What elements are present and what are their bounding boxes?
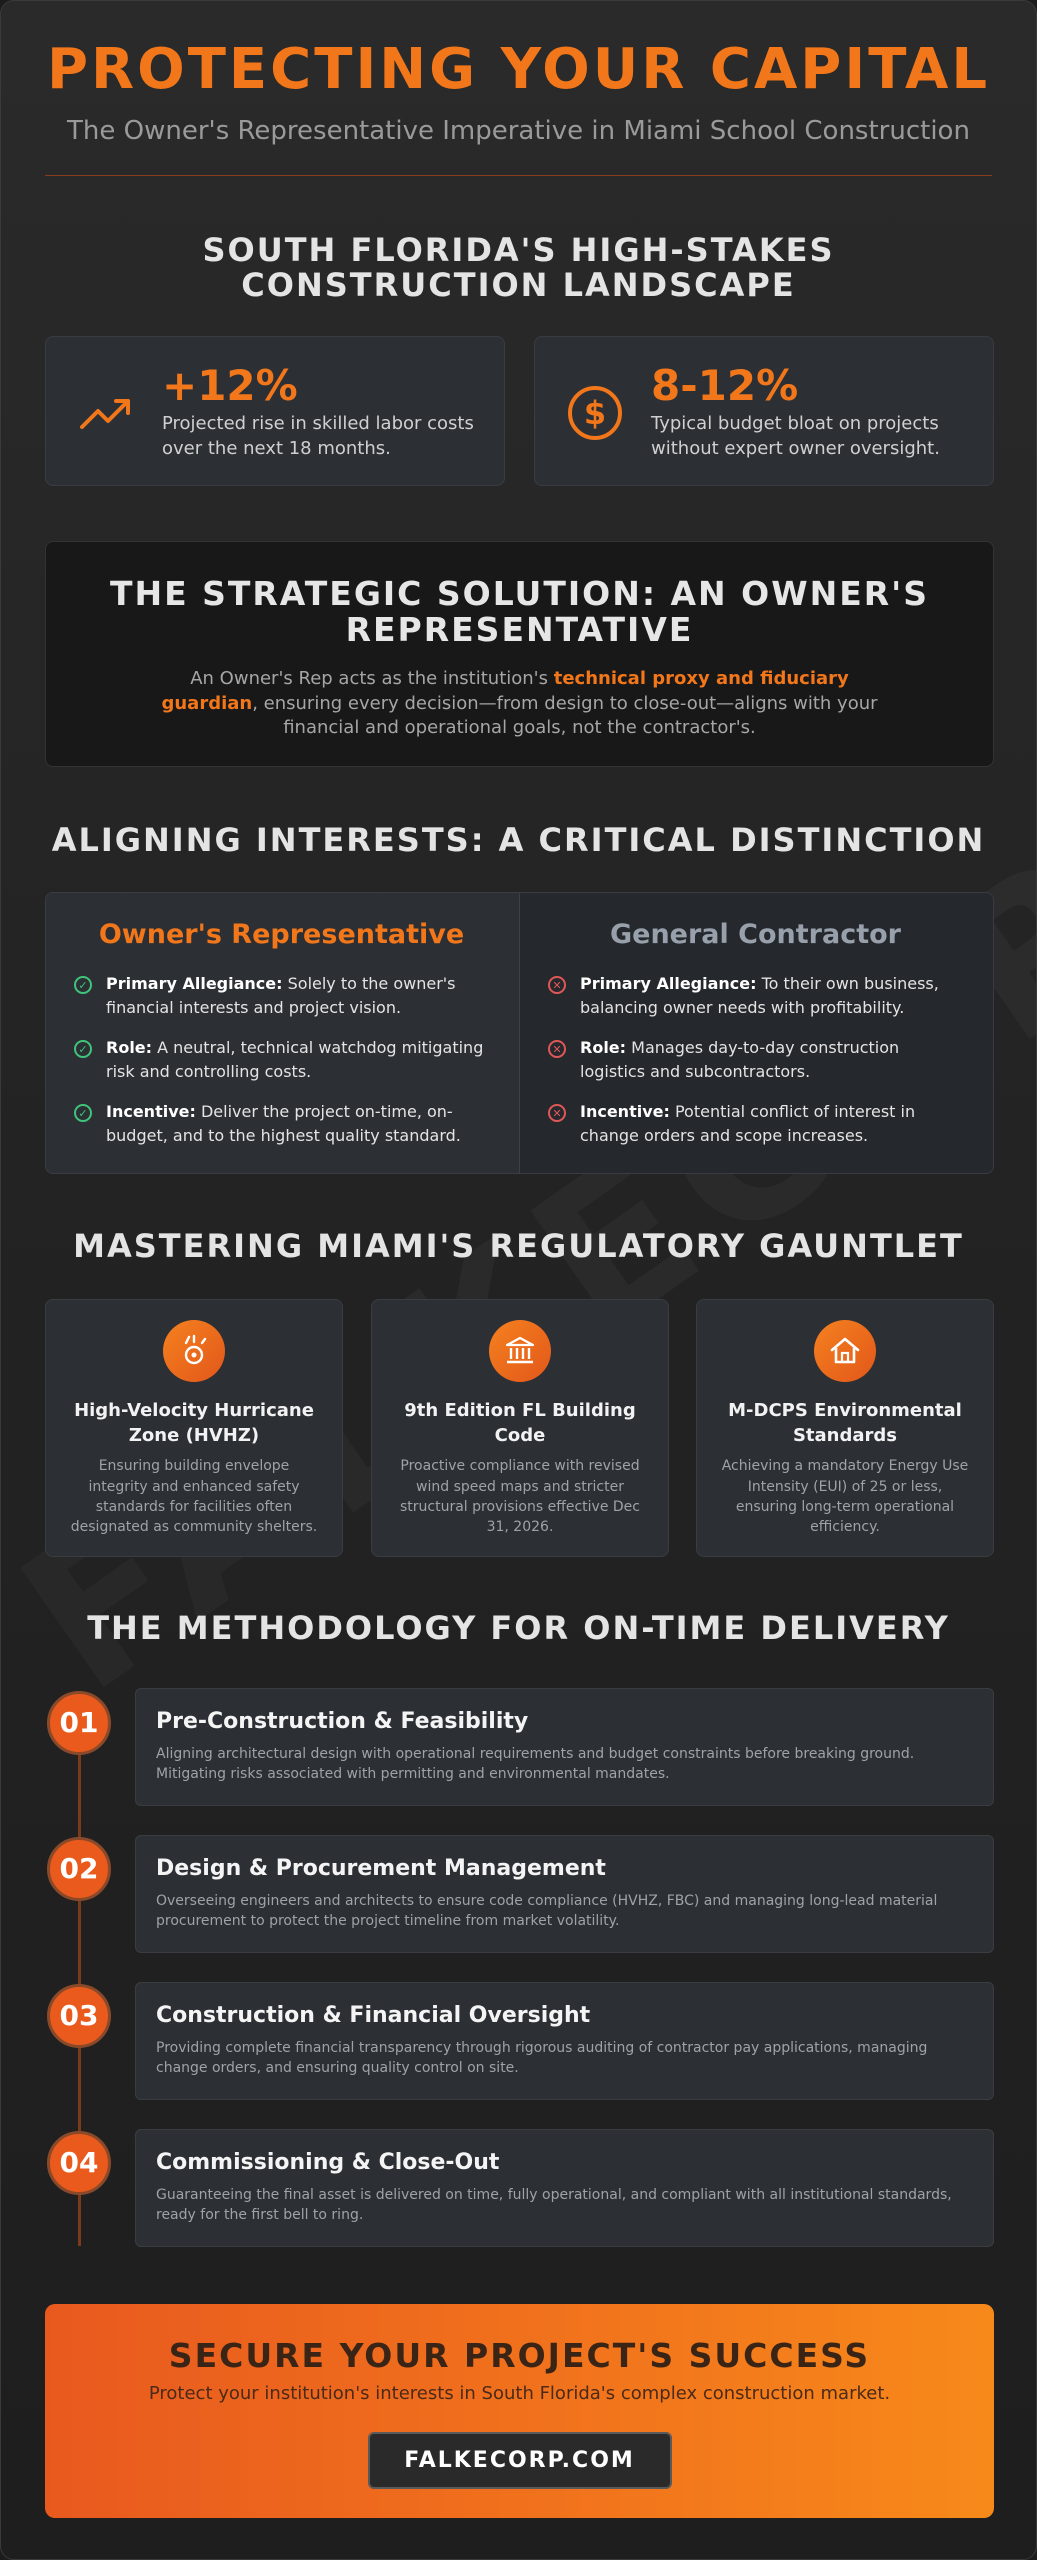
check-icon: ✓: [74, 1104, 92, 1122]
general-contractor-column: [520, 893, 993, 1173]
step-description: Overseeing engineers and architects to ensure code compliance (HVHZ, FBC) and managing long-lead material procurement to protect the project timeline from market volatility.: [156, 1893, 938, 1930]
landscape-title: SOUTH FLORIDA'S HIGH-STAKES CONSTRUCTION LANDSCAPE: [202, 231, 835, 304]
falkecorp-link-button[interactable]: FALKECORP.COM: [368, 2432, 672, 2489]
hurricane-wind-icon: [163, 1320, 225, 1382]
item-label: Role:: [580, 1038, 627, 1057]
svg-text:$: $: [583, 394, 607, 432]
cta-title: SECURE YOUR PROJECT'S SUCCESS: [168, 2336, 871, 2375]
step-description: Aligning architectural design with operational requirements and budget constraints before breaking ground. Mitigating risks associated with permitting and environmental mandates.: [156, 1746, 915, 1783]
step-description: Guaranteeing the final asset is delivered on time, fully operational, and compliant with all institutional standards, ready for the first bell to ring.: [156, 2187, 952, 2224]
stat-value: 8-12%: [651, 361, 799, 410]
compare-title: ALIGNING INTERESTS: A CRITICAL DISTINCTION: [51, 821, 986, 859]
header-divider: [45, 175, 992, 176]
step-number: 01: [47, 1691, 111, 1755]
regulatory-card-title: 9th Edition FL Building Code: [404, 1400, 636, 1447]
item-text: Manages day-to-day construction logistics and subcontractors.: [580, 1038, 900, 1081]
contractor-item: [548, 1036, 963, 1084]
stat-description: Typical budget bloat on projects without expert owner oversight.: [651, 413, 940, 460]
item-label: Role:: [106, 1038, 153, 1057]
step-title: Design & Procurement Management: [156, 1856, 606, 1881]
stat-card-labor: [45, 336, 505, 486]
owner-rep-item: [74, 1100, 489, 1148]
methodology-title: THE METHODOLOGY FOR ON-TIME DELIVERY: [87, 1609, 950, 1647]
step-title: Commissioning & Close-Out: [156, 2150, 500, 2175]
methodology-step: [135, 1688, 994, 1806]
regulatory-title: MASTERING MIAMI'S REGULATORY GAUNTLET: [73, 1227, 964, 1265]
strategic-title: THE STRATEGIC SOLUTION: AN OWNER'S REPRESENTATIVE: [109, 574, 930, 649]
stat-value: +12%: [162, 361, 298, 410]
regulatory-card-description: Achieving a mandatory Energy Use Intensity (EUI) of 25 or less, ensuring long-term operational efficiency.: [721, 1458, 969, 1536]
step-number: 02: [47, 1837, 111, 1901]
page-title: PROTECTING YOUR CAPITAL: [46, 37, 991, 102]
step-title: Construction & Financial Oversight: [156, 2003, 591, 2028]
step-number: 04: [47, 2131, 111, 2195]
comparison-table: [45, 892, 994, 1174]
regulatory-card-hvhz: [45, 1299, 343, 1557]
step-number: 03: [47, 1984, 111, 2048]
item-label: Primary Allegiance:: [106, 974, 283, 993]
stat-description: Projected rise in skilled labor costs over the next 18 months.: [162, 413, 474, 460]
cross-icon: ✕: [548, 1040, 566, 1058]
item-label: Incentive:: [106, 1102, 196, 1121]
trend-up-icon: [76, 383, 136, 443]
header: [1, 37, 1036, 146]
dollar-icon: [565, 383, 625, 443]
regulatory-card-title: High-Velocity Hurricane Zone (HVHZ): [74, 1400, 314, 1447]
contractor-item: [548, 972, 963, 1020]
owner-rep-item: [74, 972, 489, 1020]
strategic-text-before: An Owner's Rep acts as the institution's: [190, 668, 554, 690]
methodology-step: [135, 1982, 994, 2100]
cross-icon: ✕: [548, 976, 566, 994]
check-icon: ✓: [74, 1040, 92, 1058]
strategic-text: [140, 667, 900, 740]
owner-rep-column: [46, 893, 520, 1173]
strategic-highlight: technical proxy and fiduciary guardian: [161, 668, 849, 714]
contractor-item: [548, 1100, 963, 1148]
strategic-solution-box: [45, 541, 994, 767]
cta-text: Protect your institution's interests in South Florida's complex construction market.: [148, 2383, 891, 2404]
owner-rep-heading: Owner's Representative: [98, 919, 465, 950]
item-label: Incentive:: [580, 1102, 670, 1121]
regulatory-card-title: M-DCPS Environmental Standards: [728, 1400, 962, 1447]
owner-rep-item: [74, 1036, 489, 1084]
general-contractor-heading: General Contractor: [609, 919, 901, 950]
check-icon: ✓: [74, 976, 92, 994]
item-text: Deliver the project on-time, on-budget, and to the highest quality standard.: [106, 1102, 461, 1145]
item-text: To their own business, balancing owner needs with profitability.: [580, 974, 939, 1017]
regulatory-card-fbc: [371, 1299, 669, 1557]
stat-card-budget: [534, 336, 994, 486]
regulatory-card-description: Proactive compliance with revised wind speed maps and stricter structural provisions effective Dec 31, 2026.: [400, 1458, 640, 1536]
item-text: A neutral, technical watchdog mitigating risk and controlling costs.: [106, 1038, 484, 1081]
regulatory-card-description: Ensuring building envelope integrity and enhanced safety standards for facilities often designated as community shelters.: [70, 1458, 318, 1536]
methodology-step: [135, 1835, 994, 1953]
home-icon: [814, 1320, 876, 1382]
item-text: Solely to the owner's financial interests and project vision.: [106, 974, 456, 1017]
cross-icon: ✕: [548, 1104, 566, 1122]
strategic-text-after: , ensuring every decision—from design to close-out—aligns with your financial and operational goals, not the contractor's.: [252, 692, 878, 738]
methodology-step: [135, 2129, 994, 2247]
item-label: Primary Allegiance:: [580, 974, 757, 993]
cta-banner: [45, 2304, 994, 2518]
building-columns-icon: [489, 1320, 551, 1382]
regulatory-card-mdcps: [696, 1299, 994, 1557]
page-subtitle: The Owner's Representative Imperative in Miami School Construction: [67, 116, 970, 146]
step-description: Providing complete financial transparency through rigorous auditing of contractor pay applications, managing change orders, and ensuring quality control on site.: [156, 2040, 928, 2077]
step-title: Pre-Construction & Feasibility: [156, 1709, 529, 1734]
item-text: Potential conflict of interest in change orders and scope increases.: [580, 1102, 916, 1145]
